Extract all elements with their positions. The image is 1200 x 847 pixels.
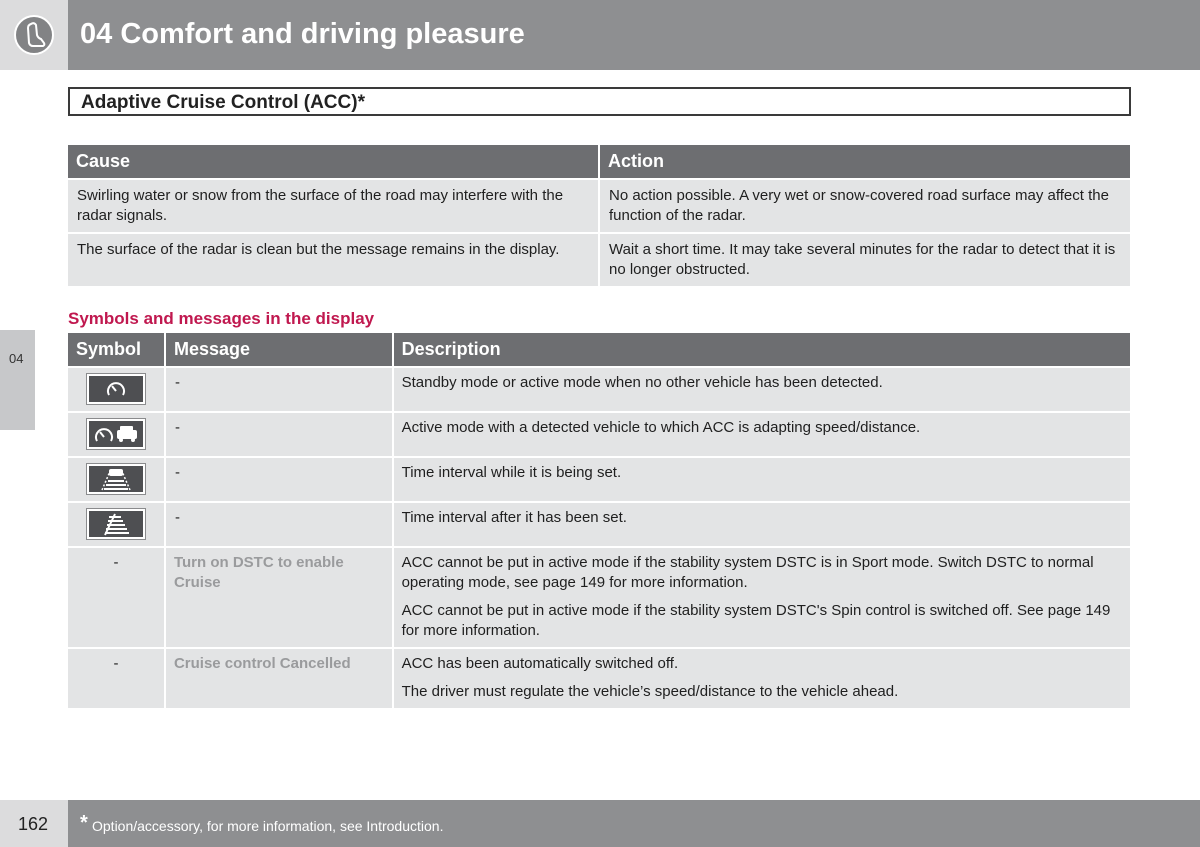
table-row [68, 368, 1130, 411]
cause-cell: The surface of the radar is clean but the message remains in the display. [68, 234, 598, 286]
table-row [68, 649, 1130, 708]
description-text: Time interval while it is being set. [401, 464, 622, 481]
cause-action-table [66, 143, 1132, 288]
symbol-cell: - [68, 649, 164, 708]
table-header-row [68, 145, 1130, 178]
description-text: ACC cannot be put in active mode if the stability system DSTC's Spin control is switched off. See page 149 for more information. [401, 602, 1111, 639]
page-number: 162 [18, 814, 49, 834]
symbol-cell [68, 413, 164, 456]
time-interval-setting-icon [87, 464, 145, 494]
description-text: Standby mode or active mode when no other vehicle has been detected. [401, 374, 883, 391]
description-cell [394, 649, 1130, 708]
symbols-heading: Symbols and messages in the display [68, 309, 375, 328]
footnote-text: Option/accessory, for more information, see Introduction. [92, 818, 444, 834]
footer-bar [68, 800, 1200, 847]
action-cell: No action possible. A very wet or snow-covered road surface may affect the function of the radar. [600, 180, 1130, 232]
description-text: ACC has been automatically switched off. [401, 655, 679, 672]
table-row [68, 180, 1130, 232]
column-header-message: Message [166, 333, 392, 366]
description-cell [394, 503, 1130, 546]
speedometer-car-icon [87, 419, 145, 449]
symbols-table [66, 331, 1132, 710]
footnote-star: * [80, 812, 88, 834]
description-text: Active mode with a detected vehicle to which ACC is adapting speed/distance. [401, 419, 921, 436]
seat-icon [14, 15, 54, 55]
description-cell [394, 368, 1130, 411]
table-row [68, 413, 1130, 456]
description-cell [394, 458, 1130, 501]
symbol-cell: - [68, 548, 164, 647]
table-row [68, 548, 1130, 647]
message-cell: - [166, 458, 392, 501]
message-cell: - [166, 368, 392, 411]
time-interval-set-icon [87, 509, 145, 539]
cause-cell: Swirling water or snow from the surface of the road may interfere with the radar signals. [68, 180, 598, 232]
description-text: The driver must regulate the vehicle’s speed/distance to the vehicle ahead. [401, 683, 899, 700]
chapter-icon-box [0, 0, 68, 70]
table-row [68, 458, 1130, 501]
page-number-box [0, 800, 68, 847]
column-header-description: Description [394, 333, 1130, 366]
chapter-side-tab [0, 330, 35, 430]
action-cell: Wait a short time. It may take several minutes for the radar to detect that it is no longer obstructed. [600, 234, 1130, 286]
chapter-title: 04 Comfort and driving pleasure [80, 18, 525, 50]
speedometer-icon [87, 374, 145, 404]
message-cell: Cruise control Cancelled [166, 649, 392, 708]
description-text: Time interval after it has been set. [401, 509, 627, 526]
description-cell [394, 548, 1130, 647]
column-header-cause: Cause [68, 145, 598, 178]
message-cell: Turn on DSTC to enable Cruise [166, 548, 392, 647]
chapter-side-tab-label: 04 [9, 351, 24, 366]
message-cell: - [166, 503, 392, 546]
table-row [68, 503, 1130, 546]
table-header-row [68, 333, 1130, 366]
symbol-cell [68, 503, 164, 546]
column-header-action: Action [600, 145, 1130, 178]
description-cell [394, 413, 1130, 456]
chapter-header-bar [68, 0, 1200, 70]
table-row [68, 234, 1130, 286]
section-title: Adaptive Cruise Control (ACC)* [81, 92, 365, 113]
column-header-symbol: Symbol [68, 333, 164, 366]
symbol-cell [68, 458, 164, 501]
message-cell: - [166, 413, 392, 456]
section-title-box [68, 87, 1131, 116]
description-text: ACC cannot be put in active mode if the stability system DSTC is in Sport mode. Switch DSTC to normal operating mode, see page 149 for more information. [401, 554, 1094, 591]
symbol-cell [68, 368, 164, 411]
